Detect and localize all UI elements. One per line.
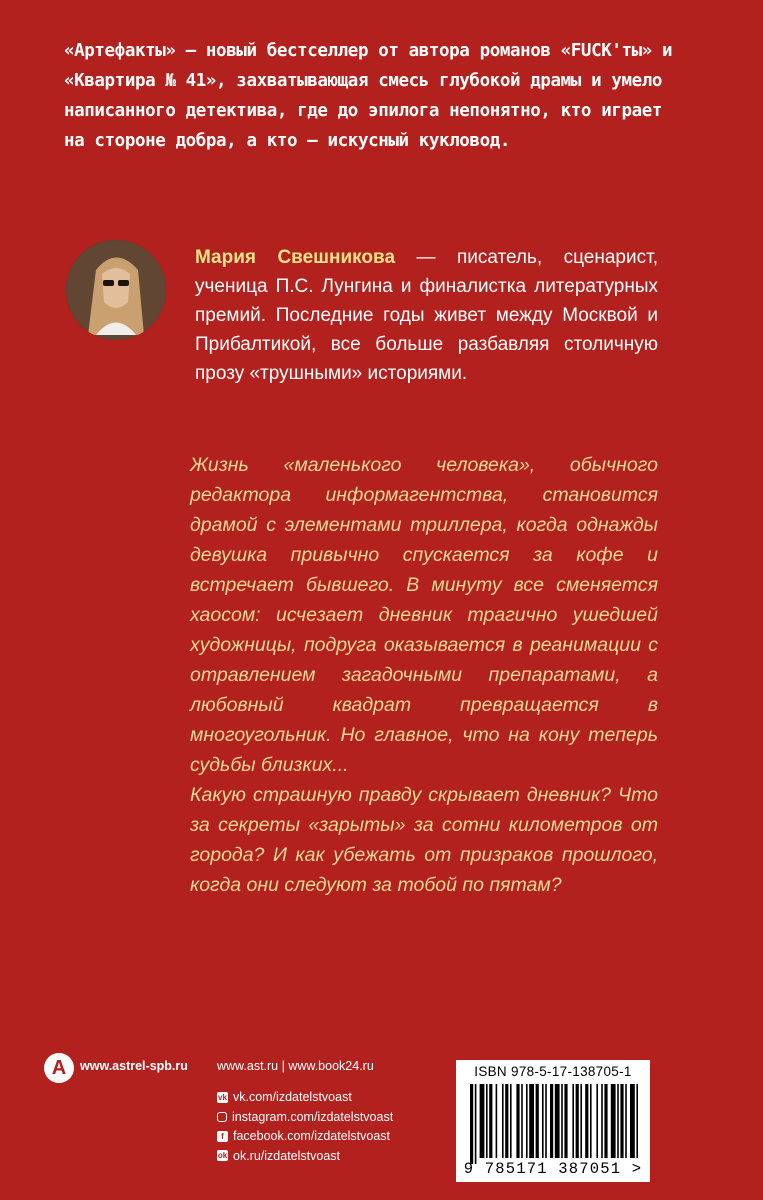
barcode-bar [625,1084,627,1158]
social-link-instagram[interactable] [217,1108,393,1126]
barcode-bar [580,1084,582,1158]
barcode-bar [502,1084,504,1158]
barcode-bar [611,1084,616,1158]
social-link-text: instagram.com/izdatelstvoast [232,1109,394,1124]
barcode-bar [620,1084,623,1158]
social-link-vk[interactable] [217,1088,393,1106]
blurb-paragraph-2: Какую страшную правду скрывает дневник? Что за секреты «зарыты» за сотни километров от города? И как убежать от призраков прошлого, когда они следуют за тобой по пятам? [190,784,658,896]
facebook-icon: f [217,1131,228,1142]
author-bio [195,243,658,388]
barcode-bar [542,1084,544,1158]
web-links[interactable]: www.ast.ru | www.book24.ru [217,1059,374,1073]
barcode-bar [604,1084,607,1158]
social-links [217,1088,393,1166]
barcode-bar [564,1084,567,1158]
social-link-text: vk.com/izdatelstvoast [233,1090,352,1104]
barcode-bar [576,1084,579,1158]
barcode-bar [510,1084,512,1158]
author-bio-text: — писатель, сценарист, ученица П.С. Лунгина и финалистка литературных премий. Последние годы живет между Москвой и Прибалтикой, все больше разбавляя столичную прозу «трушными» историями. [195,247,658,384]
author-portrait-image [66,240,166,340]
barcode-bar [596,1084,598,1158]
barcode-bar [601,1084,603,1158]
odnoklassniki-icon: ok [217,1151,228,1160]
isbn-label: ISBN 978-5-17-138705-1 [474,1064,632,1079]
barcode-bar [486,1084,488,1158]
barcode-bar [505,1084,508,1158]
intro-text: «Артефакты» — новый бестселлер от автора романов «FUCK'ты» и «Квартира № 41», захватывающая смесь глубокой драмы и умело написанного детектива, где до эпилога непонятно, кто играет на стороне добра, а кто — искусный кукловод. [64,41,673,151]
instagram-icon [217,1112,227,1122]
barcode-bar [630,1084,635,1158]
barcode-bar [521,1084,523,1158]
barcode-bar [545,1084,547,1158]
social-link-facebook[interactable] [217,1127,393,1145]
publisher-site-link[interactable]: www.astrel-spb.ru [80,1059,188,1073]
barcode-bar [590,1084,592,1158]
barcode-bar [561,1084,563,1158]
barcode-bar [550,1084,553,1158]
barcode-bar [572,1084,574,1158]
vk-icon: vk [218,1092,227,1102]
barcode-bar [585,1084,588,1158]
barcode-bar [516,1084,519,1158]
barcode-bar [636,1084,638,1158]
barcode-bar [617,1084,619,1158]
barcode-bar [489,1084,492,1158]
barcode-bar [475,1084,477,1164]
author-photo [66,240,166,340]
barcode-bar [496,1084,498,1158]
barcode-bar [470,1084,473,1164]
social-link-ok[interactable] [217,1147,393,1165]
barcode-bar [526,1084,528,1158]
barcode-digits: 9 785171 387051 > [463,1160,643,1178]
social-link-text: facebook.com/izdatelstvoast [233,1129,391,1143]
barcode-bar [555,1084,560,1158]
barcode-box [456,1060,650,1182]
blurb-paragraph-1: Жизнь «маленького человека», обычного редактора информагентства, становится драмой с элементами триллера, когда однажды девушка привычно спускается за кофе и встречает бывшего. В минуту все сменяется хаосом: исчезает дневник трагично ушедшей художницы, подруга оказывается в реанимации с отравлением загадочными препаратами, а любовный квадрат превращается в многоугольник. Но главное, что на кону теперь судьбы близких... [190,454,658,776]
book-blurb [190,450,658,900]
publisher-logo-icon: А [44,1053,74,1083]
author-name: Мария Свешникова [195,247,396,268]
social-link-text: ok.ru/izdatelstvoast [233,1148,340,1163]
barcode-bar [480,1084,485,1158]
barcode-bar [529,1084,534,1158]
barcode-bar [536,1084,539,1158]
